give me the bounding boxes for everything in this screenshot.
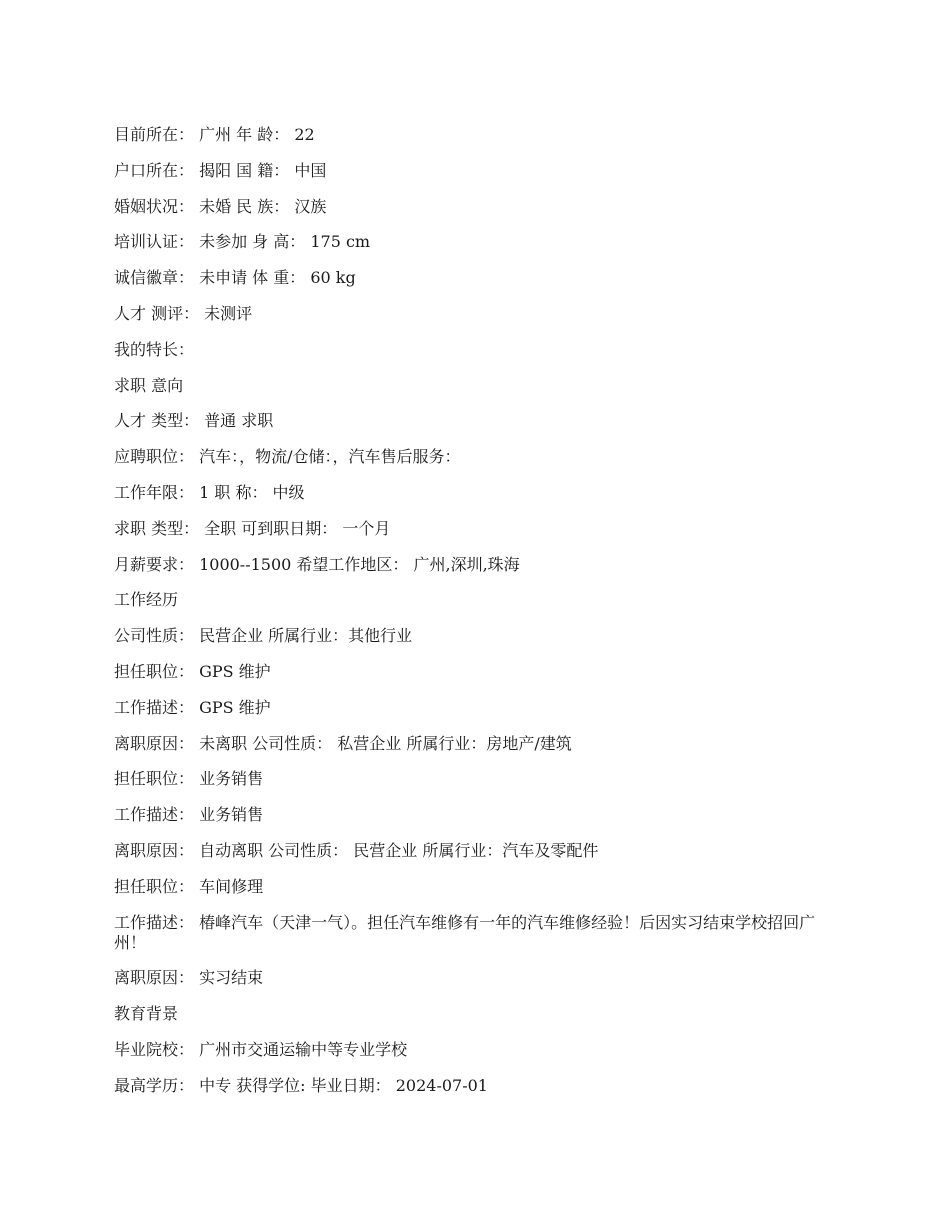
talent-assessment-line: 人才 测评： 未测评 (114, 303, 253, 323)
school-line: 毕业院校： 广州市交通运输中等专业学校 (114, 1039, 408, 1059)
applied-position-line: 应聘职位： 汽车：，物流/仓储：，汽车售后服务： (114, 447, 461, 467)
section-heading-job-intention: 求职 意向 (114, 375, 184, 395)
training-height-line: 培训认证： 未参加 身 高： 175 cm (114, 232, 371, 252)
job-description-line: 工作描述： GPS 维护 (114, 697, 271, 717)
position-line: 担任职位： GPS 维护 (114, 661, 271, 681)
salary-region-line: 月薪要求： 1000--1500 希望工作地区： 广州,深圳,珠海 (114, 554, 520, 574)
hukou-nationality-line: 户口所在： 揭阳 国 籍： 中国 (114, 160, 327, 180)
leave-reason-line: 离职原因： 实习结束 (114, 968, 264, 988)
job-description-line: 工作描述： 业务销售 (114, 805, 264, 825)
location-age-line: 目前所在： 广州 年 龄： 22 (114, 125, 315, 144)
resume-document (114, 125, 834, 1112)
section-heading-education: 教育背景 (114, 1004, 179, 1024)
work-years-title-line: 工作年限： 1 职 称： 中级 (114, 482, 305, 502)
badge-weight-line: 诚信徽章： 未申请 体 重： 60 kg (114, 268, 356, 288)
talent-type-line: 人才 类型： 普通 求职 (114, 411, 274, 431)
company-nature-line: 公司性质： 民营企业 所属行业：其他行业 (114, 626, 413, 646)
position-line: 担任职位： 车间修理 (114, 876, 264, 896)
specialty-line: 我的特长： (114, 339, 195, 359)
section-heading-work-experience: 工作经历 (114, 590, 179, 610)
job-description-line: 工作描述： 椿峰汽车（天津一气）。担任汽车维修有一年的汽车维修经验！后因实习结束学校招回广州！ (114, 912, 816, 952)
leave-reason-line: 离职原因： 未离职 公司性质： 私营企业 所属行业：房地产/建筑 (114, 733, 572, 753)
marital-ethnicity-line: 婚姻状况： 未婚 民 族： 汉族 (114, 196, 327, 216)
job-type-availability-line: 求职 类型： 全职 可到职日期： 一个月 (114, 518, 391, 538)
education-degree-line: 最高学历： 中专 获得学位: 毕业日期： 2024-07-01 (114, 1075, 488, 1095)
leave-reason-line: 离职原因： 自动离职 公司性质： 民营企业 所属行业：汽车及零配件 (114, 840, 599, 860)
position-line: 担任职位： 业务销售 (114, 769, 264, 789)
